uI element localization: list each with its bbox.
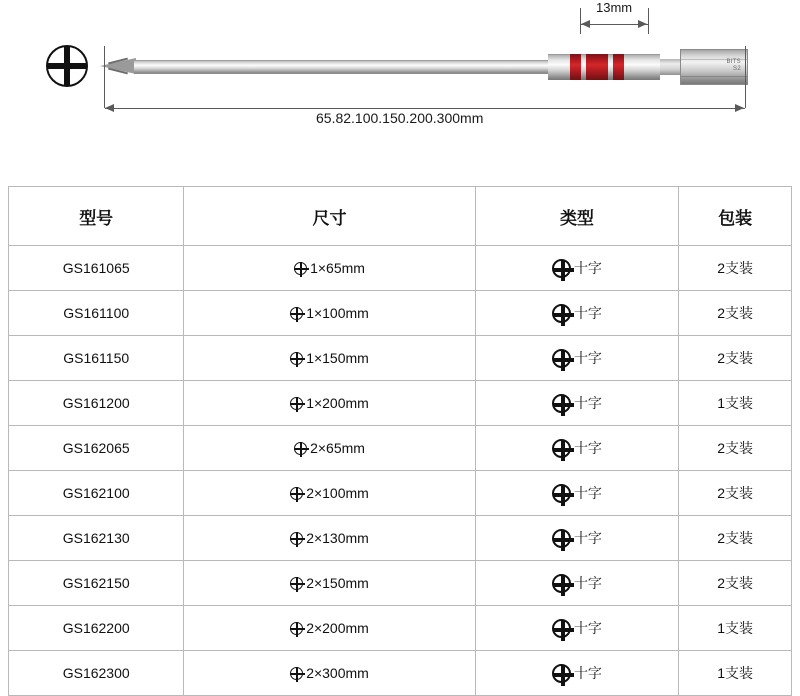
cell-pack: 2支装 [679,291,792,336]
cell-size-text: 1×200mm [306,395,369,411]
phillips-horizontal-bar [48,63,86,69]
cell-size [184,561,475,606]
hex-stamp-text: BITS S2 [726,59,741,72]
phillips-icon [290,487,303,500]
cell-type [475,651,679,696]
cell-type [475,246,679,291]
cell-model: GS162065 [9,426,184,471]
hex-dimension-label: 13mm [596,0,633,15]
cell-type-text: 十字 [573,620,602,636]
dimension-line [105,108,745,109]
cell-model: GS161065 [9,246,184,291]
column-header-size: 尺寸 [184,187,475,246]
cell-size-text: 1×150mm [306,350,369,366]
phillips-icon [552,619,571,638]
phillips-icon [290,307,303,320]
phillips-icon [552,349,571,368]
dimension-arrow-right [638,20,647,28]
bit-red-band [613,54,624,80]
phillips-icon [290,622,303,635]
cell-pack: 2支装 [679,246,792,291]
product-illustration [0,0,800,176]
cell-pack: 1支装 [679,651,792,696]
cell-model: GS161150 [9,336,184,381]
cell-type-text: 十字 [573,260,602,276]
phillips-icon [552,529,571,548]
table-row [9,561,792,606]
table-row [9,381,792,426]
bit-red-band [570,54,581,80]
table-row [9,606,792,651]
hex-length-dimension [580,0,670,48]
cell-type-text: 十字 [573,530,602,546]
dimension-extension-line [104,46,105,108]
cell-pack: 2支装 [679,471,792,516]
phillips-icon [552,574,571,593]
hex-edge-line [681,76,747,77]
cell-pack: 1支装 [679,381,792,426]
cell-size [184,471,475,516]
cell-type-text: 十字 [573,575,602,591]
table-row [9,651,792,696]
phillips-icon [290,532,303,545]
specification-table [8,186,792,696]
column-header-pack: 包装 [679,187,792,246]
cell-size [184,651,475,696]
cell-size-text: 2×150mm [306,575,369,591]
length-dimension-label: 65.82.100.150.200.300mm [316,110,484,126]
cell-type [475,426,679,471]
bit-hex-shank [680,49,748,85]
phillips-icon [294,442,307,455]
total-length-dimension [104,96,750,126]
phillips-icon [290,577,303,590]
cell-pack: 1支装 [679,606,792,651]
cell-type [475,516,679,561]
cell-type [475,606,679,651]
phillips-icon [290,397,303,410]
cell-size [184,381,475,426]
cell-size-text: 2×200mm [306,620,369,636]
dimension-extension-line [745,46,746,108]
cell-model: GS162200 [9,606,184,651]
table-row [9,336,792,381]
cell-pack: 2支装 [679,516,792,561]
cell-model: GS161100 [9,291,184,336]
dimension-extension-line [648,8,649,34]
phillips-icon [290,352,303,365]
cell-type-text: 十字 [573,350,602,366]
cell-pack: 2支装 [679,561,792,606]
cell-type-text: 十字 [573,395,602,411]
table-row [9,516,792,561]
phillips-head-icon [46,45,88,87]
phillips-icon [552,484,571,503]
cell-type-text: 十字 [573,440,602,456]
cell-size [184,426,475,471]
cell-model: GS162130 [9,516,184,561]
cell-model: GS162100 [9,471,184,516]
cell-type-text: 十字 [573,665,602,681]
phillips-icon [552,259,571,278]
cell-type [475,381,679,426]
cell-size [184,336,475,381]
bit-neck [660,59,680,75]
cell-size-text: 1×65mm [310,260,365,276]
phillips-icon [552,394,571,413]
cell-size-text: 2×130mm [306,530,369,546]
cell-size [184,246,475,291]
table-row [9,291,792,336]
cell-size-text: 2×100mm [306,485,369,501]
cell-model: GS162300 [9,651,184,696]
dimension-arrow-left [581,20,590,28]
table-header-row [9,187,792,246]
table-row [9,426,792,471]
cell-size-text: 2×65mm [310,440,365,456]
cell-model: GS162150 [9,561,184,606]
cell-size [184,291,475,336]
table-row [9,471,792,516]
phillips-icon [290,667,303,680]
cell-type [475,561,679,606]
cell-size-text: 1×100mm [306,305,369,321]
cell-type [475,471,679,516]
phillips-icon [294,262,307,275]
cell-size [184,606,475,651]
cell-type [475,291,679,336]
phillips-icon [552,664,571,683]
column-header-model: 型号 [9,187,184,246]
dimension-arrow-left [105,104,114,112]
column-header-type: 类型 [475,187,679,246]
bit-shaft [134,60,548,74]
cell-model: GS161200 [9,381,184,426]
phillips-icon [552,439,571,458]
cell-size-text: 2×300mm [306,665,369,681]
cell-type-text: 十字 [573,305,602,321]
phillips-icon [552,304,571,323]
table-row [9,246,792,291]
cell-pack: 2支装 [679,336,792,381]
cell-type [475,336,679,381]
bit-red-band [586,54,608,80]
cell-type-text: 十字 [573,485,602,501]
dimension-arrow-right [735,104,744,112]
cell-pack: 2支装 [679,426,792,471]
cell-size [184,516,475,561]
